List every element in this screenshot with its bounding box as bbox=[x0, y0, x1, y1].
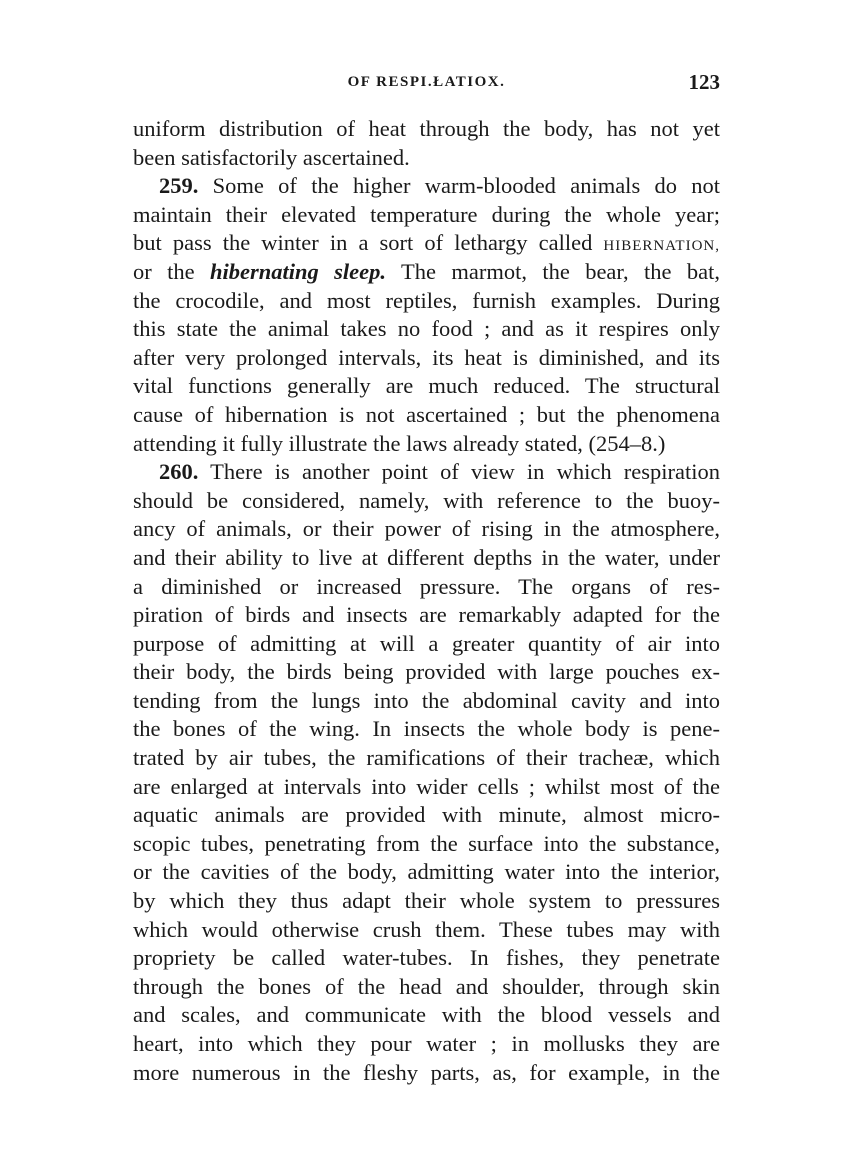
text-line: been satisfactorily ascertained. bbox=[133, 144, 410, 170]
text-line: heart, into which they pour water ; in mollusks they are bbox=[133, 1031, 720, 1056]
text-line: the crocodile, and most reptiles, furnish examples. During bbox=[133, 287, 720, 313]
text-fragment: or the bbox=[133, 258, 210, 284]
text-line: are enlarged at intervals into wider cells ; whilst most of the bbox=[133, 773, 720, 799]
text-line: vital functions generally are much reduced. The structural bbox=[133, 373, 720, 399]
text-line: and their ability to live at different depths in the water, under bbox=[133, 544, 720, 570]
text-line: attending it fully illustrate the laws already stated, (254–8.) bbox=[133, 430, 666, 456]
text-line: after very prolonged intervals, its heat is diminished, and its bbox=[133, 344, 720, 370]
text-line: scopic tubes, penetrating from the surface into the substance, bbox=[133, 830, 720, 856]
text-line: aquatic animals are provided with minute, almost micro- bbox=[133, 802, 720, 828]
text-line: trated by air tubes, the ramifications of their tracheæ, which bbox=[133, 745, 720, 771]
text-line: which would otherwise crush them. These tubes may with bbox=[133, 916, 720, 942]
text-fragment: Some of the higher warm-blooded animals do not bbox=[198, 173, 720, 199]
paragraph-number: 260. bbox=[159, 459, 199, 485]
text-line: or the cavities of the body, admitting water into the interior, bbox=[133, 859, 720, 885]
hibernation-term: HIBERNATION, bbox=[603, 238, 720, 255]
hibernating-sleep-term: hibernating sleep. bbox=[209, 258, 387, 284]
body-text bbox=[133, 115, 720, 1087]
text-line: piration of birds and insects are remarkably adapted for the bbox=[133, 602, 720, 628]
text-line: uniform distribution of heat through the body, has not yet bbox=[133, 116, 720, 141]
running-head bbox=[133, 70, 720, 100]
running-title: OF RESPI.ŁATIOX. bbox=[347, 74, 506, 90]
text-fragment: but pass the winter in a sort of lethargy called bbox=[133, 230, 604, 256]
text-line: their body, the birds being provided with large pouches ex- bbox=[133, 659, 720, 685]
text-fragment: There is another point of view in which respiration bbox=[198, 459, 720, 485]
text-fragment: The marmot, the bear, the bat, bbox=[386, 258, 720, 284]
text-line: by which they thus adapt their whole system to pressures bbox=[133, 888, 720, 914]
text-line: purpose of admitting at will a greater quantity of air into bbox=[133, 630, 720, 656]
paragraph-260-first-line bbox=[133, 458, 720, 487]
text-line: more numerous in the fleshy parts, as, for example, in the bbox=[133, 1059, 720, 1085]
text-line bbox=[133, 229, 720, 258]
text-line: the bones of the wing. In insects the whole body is pene- bbox=[133, 716, 720, 742]
text-line: a diminished or increased pressure. The organs of res- bbox=[133, 573, 720, 599]
text-line: through the bones of the head and shoulder, through skin bbox=[133, 973, 720, 999]
paragraph-number: 259. bbox=[159, 173, 199, 199]
text-line: this state the animal takes no food ; and as it respires only bbox=[133, 316, 720, 342]
page-number: 123 bbox=[688, 70, 720, 94]
text-line: maintain their elevated temperature during the whole year; bbox=[133, 201, 720, 227]
text-line: propriety be called water-tubes. In fishes, they penetrate bbox=[133, 945, 720, 971]
text-line: cause of hibernation is not ascertained ; but the phenomena bbox=[133, 401, 720, 427]
text-line: and scales, and communicate with the blood vessels and bbox=[133, 1002, 720, 1028]
text-line bbox=[133, 258, 720, 287]
paragraph-259-first-line bbox=[133, 172, 720, 201]
text-line: tending from the lungs into the abdominal cavity and into bbox=[133, 687, 720, 713]
text-line: ancy of animals, or their power of rising in the atmosphere, bbox=[133, 516, 720, 542]
text-line: should be considered, namely, with reference to the buoy- bbox=[133, 487, 720, 513]
